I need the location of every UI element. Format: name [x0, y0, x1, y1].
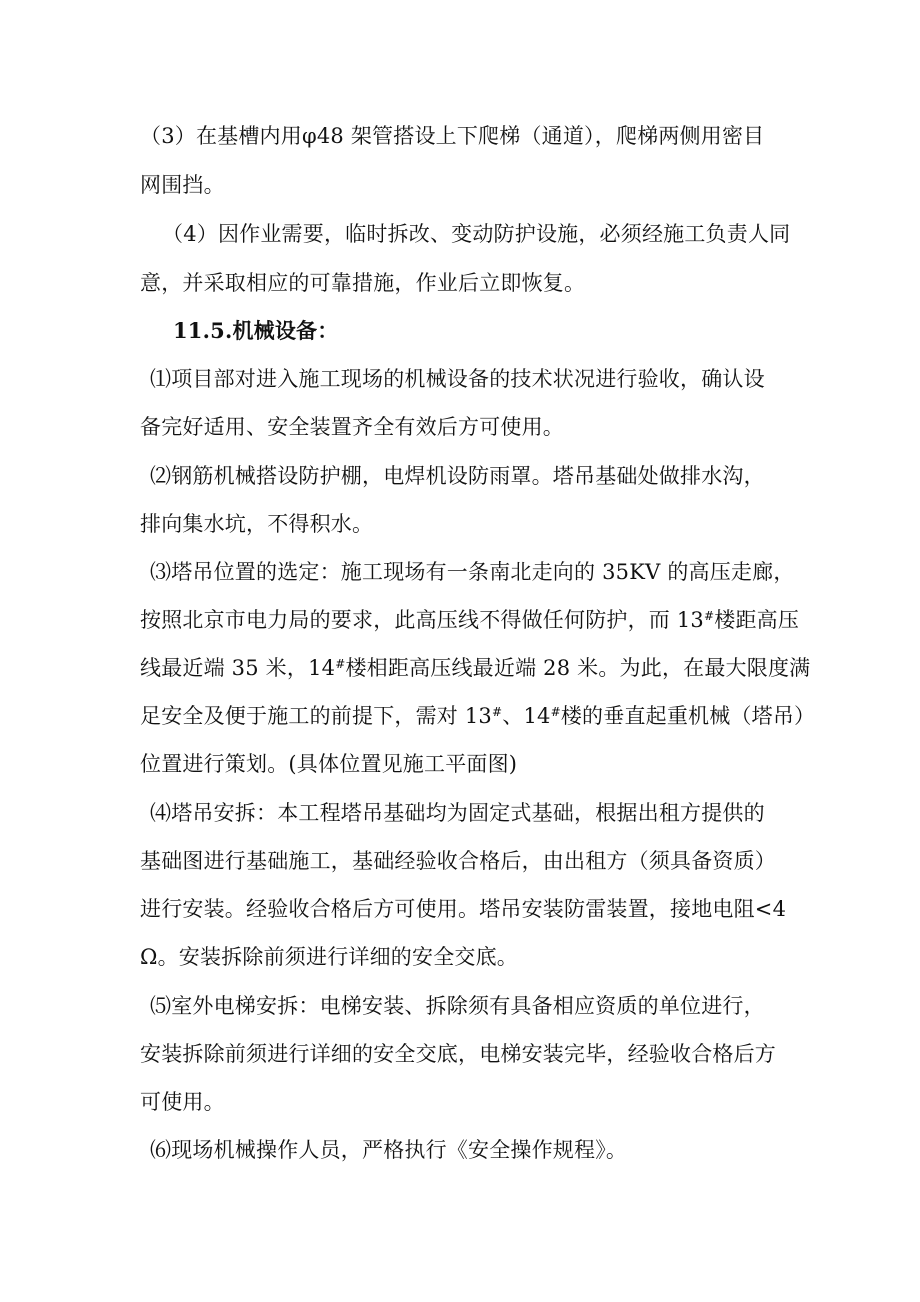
item-1-line-1: ⑴项目部对进入施工现场的机械设备的技术状况进行验收，确认设: [150, 367, 765, 391]
item-6-line-1: ⑹现场机械操作人员，严格执行《安全操作规程》。: [150, 1138, 628, 1162]
item-4-line-1: ⑷塔吊安拆：本工程塔吊基础均为固定式基础，根据出租方提供的: [150, 801, 765, 825]
item-3-line-4-text-b: 、14: [502, 704, 551, 728]
paragraph-3-line-2: 网围挡。: [140, 173, 225, 197]
item-3-line-3-text-a: 线最近端 35 米，14: [140, 656, 336, 680]
item-3-line-4-text-a: 足安全及便于施工的前提下，需对 13: [140, 704, 492, 728]
item-5-line-1: ⑸室外电梯安拆：电梯安装、拆除须有具备相应资质的单位进行，: [150, 994, 765, 1018]
item-5-line-3: 可使用。: [140, 1090, 225, 1114]
paragraph-4-line-2: 意，并采取相应的可靠措施，作业后立即恢复。: [140, 271, 586, 295]
item-3-line-2-text-a: 按照北京市电力局的要求，此高压线不得做任何防护，而 13: [140, 608, 704, 632]
item-3-line-3: [140, 653, 810, 683]
section-heading: 11.5.机械设备：: [173, 318, 339, 343]
item-1-line-2: 备完好适用、安全装置齐全有效后方可使用。: [140, 415, 564, 439]
item-3-line-3-superscript: #: [335, 657, 346, 671]
item-2-line-1: ⑵钢筋机械搭设防护棚，电焊机设防雨罩。塔吊基础处做排水沟，: [150, 464, 765, 488]
item-3-line-4-superscript-2: #: [550, 705, 561, 719]
item-4-line-3: 进行安装。经验收合格后方可使用。塔吊安装防雷装置，接地电阻<4: [140, 897, 787, 921]
item-3-line-1: ⑶塔吊位置的选定：施工现场有一条南北走向的 35KV 的高压走廊，: [150, 560, 795, 584]
item-3-line-2-text-b: 楼距高压: [714, 608, 800, 632]
item-3-line-3-text-b: 楼相距高压线最近端 28 米。为此，在最大限度满: [345, 656, 811, 680]
item-5-line-2: 安装拆除前须进行详细的安全交底，电梯安装完毕，经验收合格后方: [140, 1042, 776, 1066]
item-3-line-4-text-c: 楼的垂直起重机械（塔吊）: [560, 704, 816, 728]
item-3-line-2-superscript: #: [704, 609, 715, 623]
item-4-line-2: 基础图进行基础施工，基础经验收合格后，由出租方（须具备资质）: [140, 849, 776, 873]
item-3-line-2: [140, 605, 799, 635]
paragraph-3-line-1: （3）在基槽内用φ48 架管搭设上下爬梯（通道），爬梯两侧用密目: [140, 124, 765, 148]
item-3-line-4: [140, 701, 815, 731]
item-3-line-4-superscript-1: #: [492, 705, 503, 719]
paragraph-4-line-1: （4）因作业需要，临时拆改、变动防护设施，必须经施工负责人同: [162, 222, 791, 246]
item-3-line-5: 位置进行策划。(具体位置见施工平面图): [140, 752, 518, 776]
item-2-line-2: 排向集水坑，不得积水。: [140, 512, 374, 536]
item-4-line-4: Ω。安装拆除前须进行详细的安全交底。: [140, 945, 519, 969]
